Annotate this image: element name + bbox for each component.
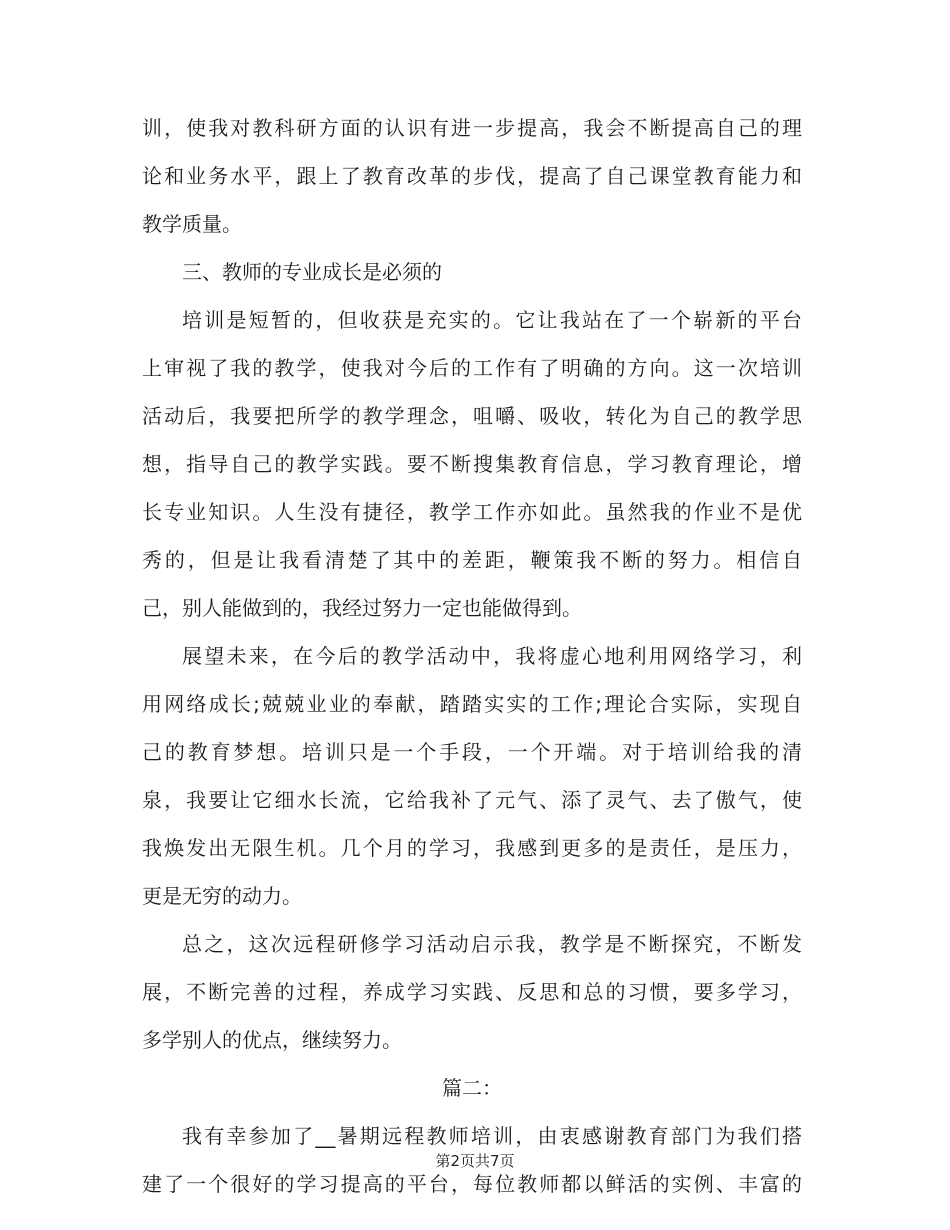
text-line: 上审视了我的教学，使我对今后的工作有了明确的方向。这一次培训: [142, 356, 802, 380]
text-line: 泉，我要让它细水长流，它给我补了元气、添了灵气、去了傲气，使: [142, 788, 802, 812]
text-line: 长专业知识。人生没有捷径，教学工作亦如此。虽然我的作业不是优: [142, 500, 802, 524]
text-line: 我有幸参加了__暑期远程教师培训，由衷感谢教育部门为我们搭: [182, 1124, 802, 1148]
text-line: 活动后，我要把所学的教学理念，咀嚼、吸收，转化为自己的教学思: [142, 404, 802, 428]
text-line: 展望未来，在今后的教学活动中，我将虚心地利用网络学习，利: [182, 644, 802, 668]
text-line: 秀的，但是让我看清楚了其中的差距，鞭策我不断的努力。相信自: [142, 548, 802, 572]
text-line: 多学别人的优点，继续努力。: [142, 1028, 402, 1052]
text-line: 己，别人能做到的，我经过努力一定也能做得到。: [142, 596, 582, 620]
text-line: 教学质量。: [142, 212, 242, 236]
text-line: 论和业务水平，跟上了教育改革的步伐，提高了自己课堂教育能力和: [142, 164, 802, 188]
page-footer: 第2页共7页: [435, 1152, 515, 1170]
text-line: 用网络成长;兢兢业业的奉献，踏踏实实的工作;理论合实际，实现自: [142, 692, 802, 716]
text-line: 想，指导自己的教学实践。要不断搜集教育信息，学习教育理论，增: [142, 452, 802, 476]
section-heading: 三、教师的专业成长是必须的: [182, 260, 442, 284]
text-line: 我焕发出无限生机。几个月的学习，我感到更多的是责任，是压力，: [142, 836, 802, 860]
text-line: 展，不断完善的过程，养成学习实践、反思和总的习惯，要多学习，: [142, 980, 802, 1004]
text-line: 己的教育梦想。培训只是一个手段，一个开端。对于培训给我的清: [142, 740, 802, 764]
text-line: 总之，这次远程研修学习活动启示我，教学是不断探究，不断发: [182, 932, 802, 956]
text-line: 训，使我对教科研方面的认识有进一步提高，我会不断提高自己的理: [142, 116, 802, 140]
text-line: 更是无穷的动力。: [142, 884, 302, 908]
section-title: 篇二：: [442, 1076, 502, 1100]
text-line: 培训是短暂的，但收获是充实的。它让我站在了一个崭新的平台: [182, 308, 802, 332]
document-body: [142, 104, 802, 1208]
text-line: 建了一个很好的学习提高的平台，每位教师都以鲜活的实例、丰富的: [142, 1172, 802, 1196]
